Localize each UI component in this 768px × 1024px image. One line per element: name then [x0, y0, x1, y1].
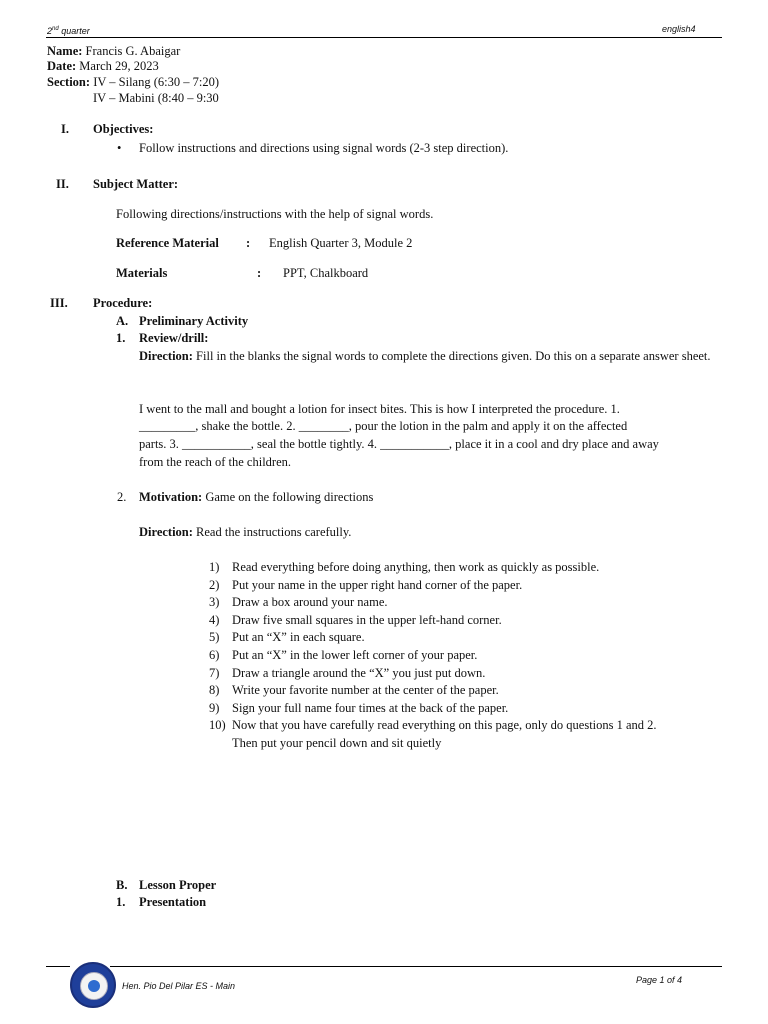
- list-item: 2) Put your name in the upper right hand corner of the paper.: [209, 577, 523, 592]
- quarter-suffix-sup: nd: [52, 26, 59, 32]
- quarter-number: 2: [47, 26, 53, 36]
- motivation-line: [139, 489, 373, 507]
- preliminary-letter: A.: [116, 314, 129, 328]
- section-label: Section:: [47, 75, 91, 89]
- date-line: [47, 58, 159, 76]
- subject-matter-heading: Subject Matter:: [93, 177, 179, 191]
- section-line: [47, 74, 219, 92]
- materials-label: Materials: [116, 266, 168, 280]
- list-item: 6) Put an “X” in the lower left corner of your paper.: [209, 647, 478, 662]
- passage-line-2: _________, shake the bottle. 2. ________, pour the lotion in the palm and apply it on the affected: [139, 419, 628, 433]
- school-name: Hen. Pio Del Pilar ES - Main: [122, 981, 236, 991]
- motivation-direction: [139, 524, 351, 542]
- procedure-heading: Procedure:: [93, 296, 153, 310]
- objectives-number: I.: [61, 122, 69, 136]
- footer-rule: [110, 966, 722, 967]
- lesson-proper-letter: B.: [116, 878, 128, 892]
- passage-line-3: parts. 3. ___________, seal the bottle tightly. 4. ___________, place it in a cool and dry place and away: [139, 437, 659, 451]
- direction-text-2: Read the instructions carefully.: [192, 525, 352, 539]
- passage-line-4: from the reach of the children.: [139, 455, 292, 469]
- quarter-word: quarter: [58, 26, 90, 36]
- materials-colon: :: [257, 266, 262, 280]
- step-list: [209, 559, 657, 753]
- reference-material-value: English Quarter 3, Module 2: [269, 236, 413, 250]
- list-item: 3) Draw a box around your name.: [209, 595, 388, 610]
- presentation-number: 1.: [116, 895, 126, 909]
- subject-label: english4: [662, 24, 696, 34]
- lesson-proper-heading: Lesson Proper: [139, 878, 217, 892]
- subject-matter-number: II.: [56, 177, 69, 191]
- objectives-heading: Objectives:: [93, 122, 154, 136]
- direction-text: Fill in the blanks the signal words to complete the directions given. Do this on a separate answer sheet.: [192, 349, 711, 363]
- name-label: Name:: [47, 44, 83, 58]
- review-drill-heading: Review/drill:: [139, 331, 209, 345]
- list-item: 1) Read everything before doing anything, then work as quickly as possible.: [209, 560, 600, 574]
- subject-matter-text: Following directions/instructions with the help of signal words.: [116, 207, 434, 221]
- passage-line-1: I went to the mall and bought a lotion for insect bites. This is how I interpreted the procedure. 1.: [139, 402, 620, 416]
- bullet-icon: •: [117, 141, 122, 155]
- review-direction: [139, 348, 719, 366]
- page-number: Page 1 of 4: [636, 975, 683, 985]
- footer-rule-left: [46, 966, 70, 967]
- list-item-continuation: Then put your pencil down and sit quietly: [232, 735, 442, 750]
- date-label: Date:: [47, 59, 77, 73]
- materials-value: PPT, Chalkboard: [283, 266, 369, 280]
- reference-colon: :: [246, 236, 251, 250]
- section-value-2: IV – Mabini (8:40 – 9:30: [93, 91, 219, 105]
- preliminary-activity-heading: Preliminary Activity: [139, 314, 249, 328]
- list-item: 8) Write your favorite number at the center of the paper.: [209, 683, 499, 698]
- list-item: 10) Now that you have carefully read everything on this page, only do questions 1 and 2.: [209, 718, 657, 733]
- motivation-text: Game on the following directions: [202, 490, 374, 504]
- reference-material-label: Reference Material: [116, 236, 219, 250]
- section-value-1: IV – Silang (6:30 – 7:20): [93, 75, 219, 89]
- date-value: March 29, 2023: [79, 59, 159, 73]
- direction-label-2: Direction:: [139, 525, 193, 539]
- review-number: 1.: [116, 331, 126, 345]
- list-item: 5) Put an “X” in each square.: [209, 630, 365, 645]
- objective-item: Follow instructions and directions using signal words (2-3 step direction).: [139, 141, 509, 155]
- name-value: Francis G. Abaigar: [85, 44, 181, 58]
- presentation-heading: Presentation: [139, 895, 207, 909]
- list-item: 7) Draw a triangle around the “X” you just put down.: [209, 665, 486, 680]
- motivation-label: Motivation:: [139, 490, 203, 504]
- direction-label: Direction:: [139, 349, 193, 363]
- header-rule: [46, 37, 722, 38]
- school-seal-icon: [70, 962, 116, 1008]
- list-item: 9) Sign your full name four times at the back of the paper.: [209, 700, 509, 715]
- procedure-number: III.: [50, 296, 68, 310]
- list-item: 4) Draw five small squares in the upper left-hand corner.: [209, 612, 502, 627]
- motivation-number: 2.: [117, 490, 127, 504]
